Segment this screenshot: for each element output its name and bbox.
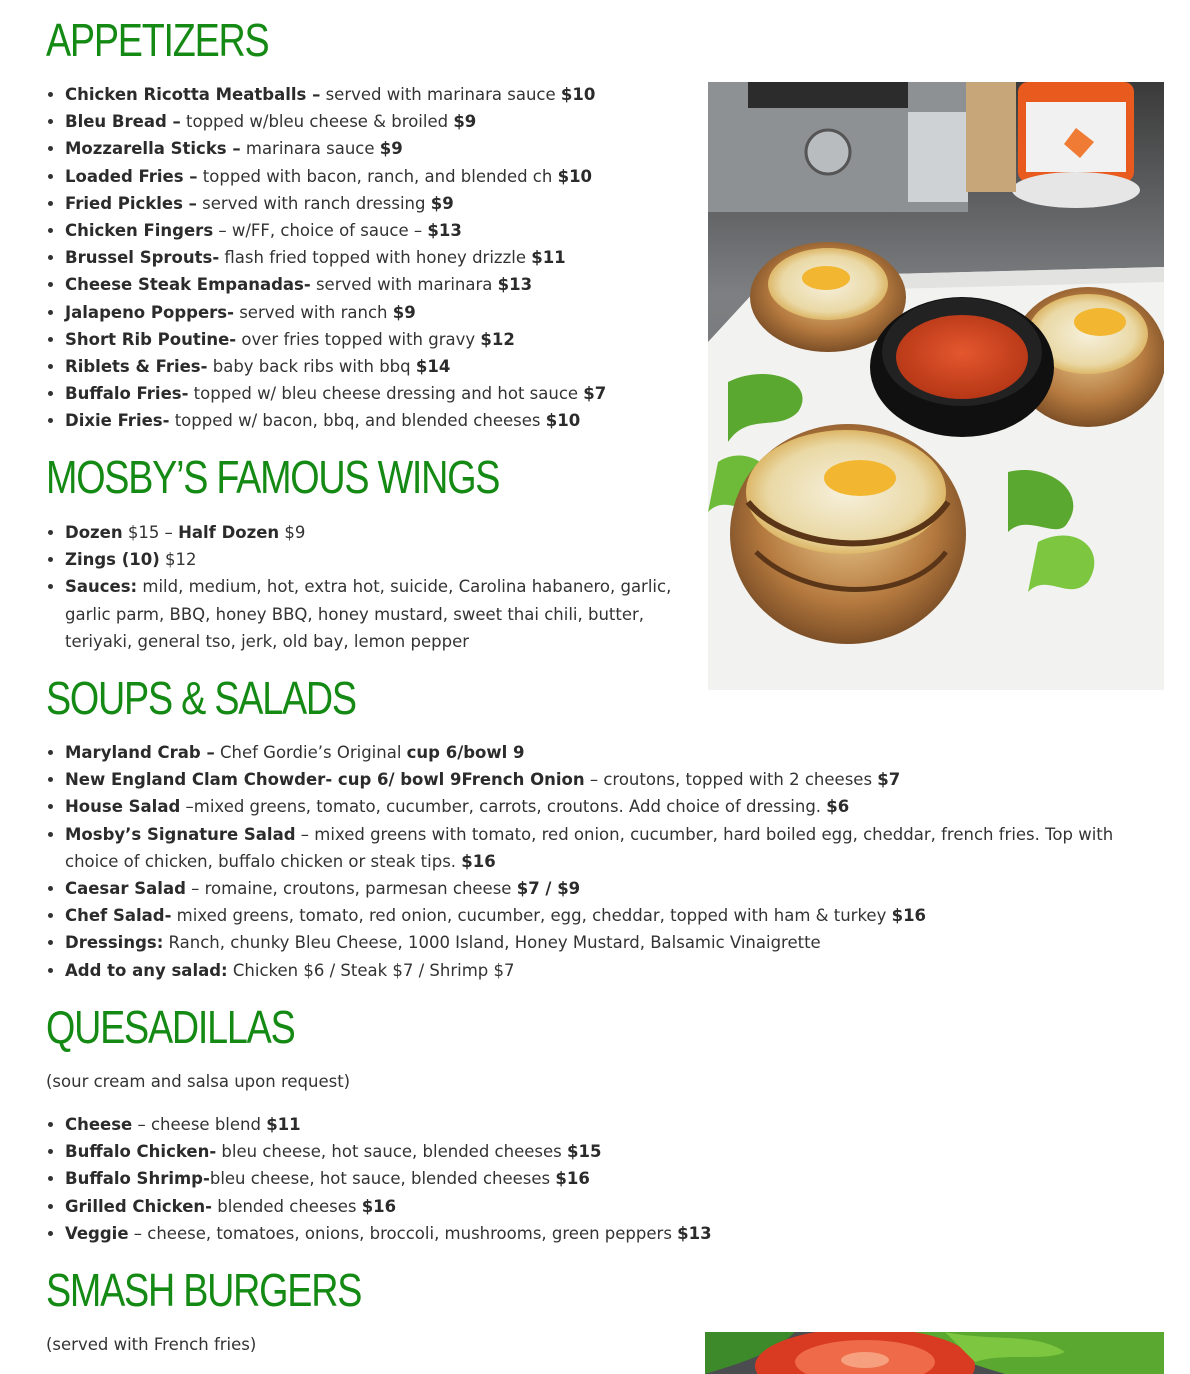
list-item: • House Salad –mixed greens, tomato, cucumber, carrots, croutons. Add choice of dressing. $6 [65,793,1150,820]
list-item: • Add to any salad: Chicken $6 / Steak $7 / Shrimp $7 [65,957,1150,984]
quesadillas-heading: QUESADILLAS [46,1001,295,1053]
list-item: • Jalapeno Poppers- served with ranch $9 [65,299,606,326]
appetizers-list [46,81,606,435]
list-item: • Cheese Steak Empanadas- served with marinara $13 [65,271,606,298]
quesadillas-list [46,1111,712,1247]
list-item: • Mosby’s Signature Salad – mixed greens with tomato, red onion, cucumber, hard boiled egg, cheddar, french fries. Top with choice of chicken, buffalo chicken or steak tips. $16 [65,821,1150,875]
list-item: • Cheese – cheese blend $11 [65,1111,712,1138]
list-item: • Loaded Fries – topped with bacon, ranch, and blended ch $10 [65,163,606,190]
soups-salads-heading: SOUPS & SALADS [46,672,356,724]
list-item: • Dozen $15 – Half Dozen $9 [65,519,705,546]
appetizer-photo [708,82,1164,690]
list-item: • Dressings: Ranch, chunky Bleu Cheese, 1000 Island, Honey Mustard, Balsamic Vinaigrette [65,929,1150,956]
list-item: • Chicken Ricotta Meatballs – served with marinara sauce $10 [65,81,606,108]
list-item: • Buffalo Chicken- bleu cheese, hot sauce, blended cheeses $15 [65,1138,712,1165]
list-item: • Dixie Fries- topped w/ bacon, bbq, and blended cheeses $10 [65,407,606,434]
smash-burgers-note: (served with French fries) [46,1335,257,1354]
list-item: • Brussel Sprouts- flash fried topped with honey drizzle $11 [65,244,606,271]
smash-burgers-heading: SMASH BURGERS [46,1264,362,1316]
list-item: • Maryland Crab – Chef Gordie’s Original cup 6/bowl 9 [65,739,1150,766]
list-item: • Veggie – cheese, tomatoes, onions, broccoli, mushrooms, green peppers $13 [65,1220,712,1247]
soups-salads-list [46,739,1150,984]
list-item: • Buffalo Shrimp-bleu cheese, hot sauce, blended cheeses $16 [65,1165,712,1192]
wings-heading: MOSBY’S FAMOUS WINGS [46,451,500,503]
burger-photo-illustration [705,1332,1164,1374]
burger-photo [705,1332,1164,1374]
quesadillas-note: (sour cream and salsa upon request) [46,1072,351,1091]
list-item: • Caesar Salad – romaine, croutons, parmesan cheese $7 / $9 [65,875,1150,902]
list-item: • New England Clam Chowder- cup 6/ bowl 9French Onion – croutons, topped with 2 cheeses $7 [65,766,1150,793]
list-item: • Chicken Fingers – w/FF, choice of sauce – $13 [65,217,606,244]
list-item: • Short Rib Poutine- over fries topped with gravy $12 [65,326,606,353]
list-item: • Bleu Bread – topped w/bleu cheese & broiled $9 [65,108,606,135]
list-item: • Chef Salad- mixed greens, tomato, red onion, cucumber, egg, cheddar, topped with ham & turkey $16 [65,902,1150,929]
list-item: • Grilled Chicken- blended cheeses $16 [65,1193,712,1220]
list-item: • Zings (10) $12 [65,546,705,573]
wings-list [46,519,705,655]
list-item: • Buffalo Fries- topped w/ bleu cheese dressing and hot sauce $7 [65,380,606,407]
appetizers-heading: APPETIZERS [46,14,269,66]
list-item: • Sauces: mild, medium, hot, extra hot, suicide, Carolina habanero, garlic, garlic parm, BBQ, honey BBQ, honey mustard, sweet thai chili, butter, teriyaki, general tso, jerk, old bay, lemon pepper [65,573,705,655]
list-item: • Fried Pickles – served with ranch dressing $9 [65,190,606,217]
food-photo-illustration [708,82,1164,690]
list-item: • Riblets & Fries- baby back ribs with bbq $14 [65,353,606,380]
list-item: • Mozzarella Sticks – marinara sauce $9 [65,135,606,162]
